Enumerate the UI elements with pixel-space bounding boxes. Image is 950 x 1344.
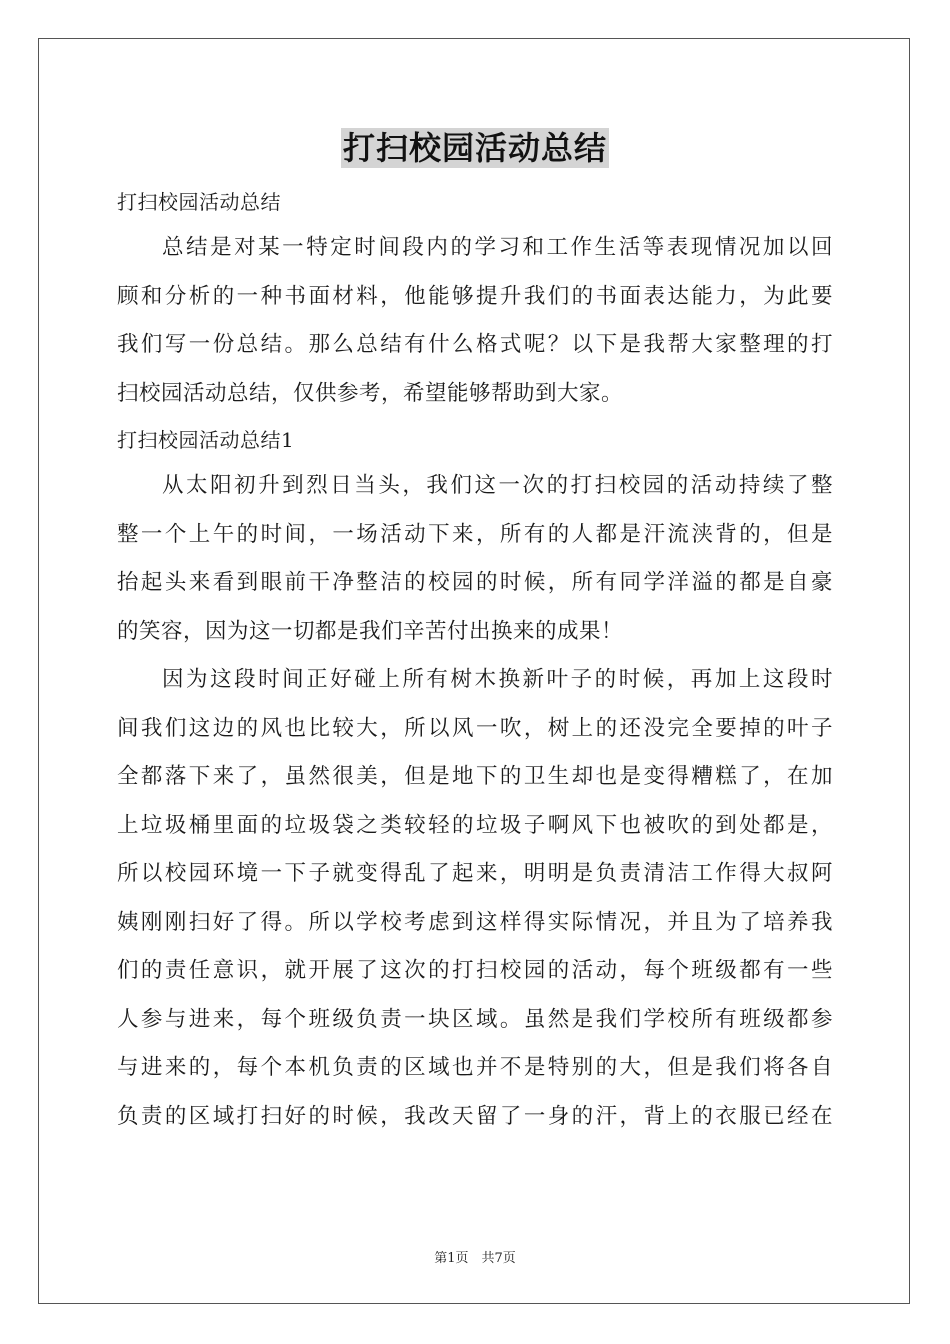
intro-line: 我们写一份总结。那么总结有什么格式呢？以下是我帮大家整理的打 (117, 332, 833, 357)
intro-line: 总结是对某一特定时间段内的学习和工作生活等表现情况加以回 (162, 235, 833, 260)
paragraph-line: 与进来的，每个本机负责的区域也并不是特别的大，但是我们将各自 (117, 1055, 833, 1080)
paragraph-line: 因为这段时间正好碰上所有树木换新叶子的时候，再加上这段时 (162, 667, 833, 692)
paragraph-line: 全都落下来了，虽然很美，但是地下的卫生却也是变得糟糕了，在加 (117, 764, 833, 789)
document-title-container (0, 128, 950, 168)
document-body (117, 180, 833, 1141)
paragraph-line: 抬起头来看到眼前干净整洁的校园的时候，所有同学洋溢的都是自豪 (117, 570, 833, 595)
paragraph-line: 们的责任意识，就开展了这次的打扫校园的活动，每个班级都有一些 (117, 958, 833, 983)
intro-line: 扫校园活动总结，仅供参考，希望能够帮助到大家。 (117, 380, 624, 406)
paragraph-line: 的笑容，因为这一切都是我们辛苦付出换来的成果！ (117, 618, 624, 644)
paragraph-line: 所以校园环境一下子就变得乱了起来，明明是负责清洁工作得大叔阿 (117, 861, 833, 886)
paragraph-line: 负责的区域打扫好的时候，我改天留了一身的汗，背上的衣服已经在 (117, 1103, 833, 1129)
paragraph-line: 从太阳初升到烈日当头，我们这一次的打扫校园的活动持续了整 (162, 473, 833, 498)
document-title: 打扫校园活动总结 (342, 129, 607, 167)
document-subtitle: 打扫校园活动总结 (117, 190, 281, 214)
page-footer: 第1页 共7页 (434, 1251, 516, 1266)
paragraph-line: 上垃圾桶里面的垃圾袋之类较轻的垃圾子啊风下也被吹的到处都是， (117, 812, 833, 838)
paragraph-line: 人参与进来，每个班级负责一块区域。虽然是我们学校所有班级都参 (117, 1006, 833, 1032)
paragraph-line: 整一个上午的时间，一场活动下来，所有的人都是汗流浃背的，但是 (117, 521, 833, 547)
intro-line: 顾和分析的一种书面材料，他能够提升我们的书面表达能力，为此要 (117, 283, 833, 309)
paragraph-line: 间我们这边的风也比较大，所以风一吹，树上的还没完全要掉的叶子 (117, 715, 833, 741)
paragraph-line: 姨刚刚扫好了得。所以学校考虑到这样得实际情况，并且为了培养我 (117, 909, 833, 935)
section-heading: 打扫校园活动总结1 (117, 428, 295, 452)
